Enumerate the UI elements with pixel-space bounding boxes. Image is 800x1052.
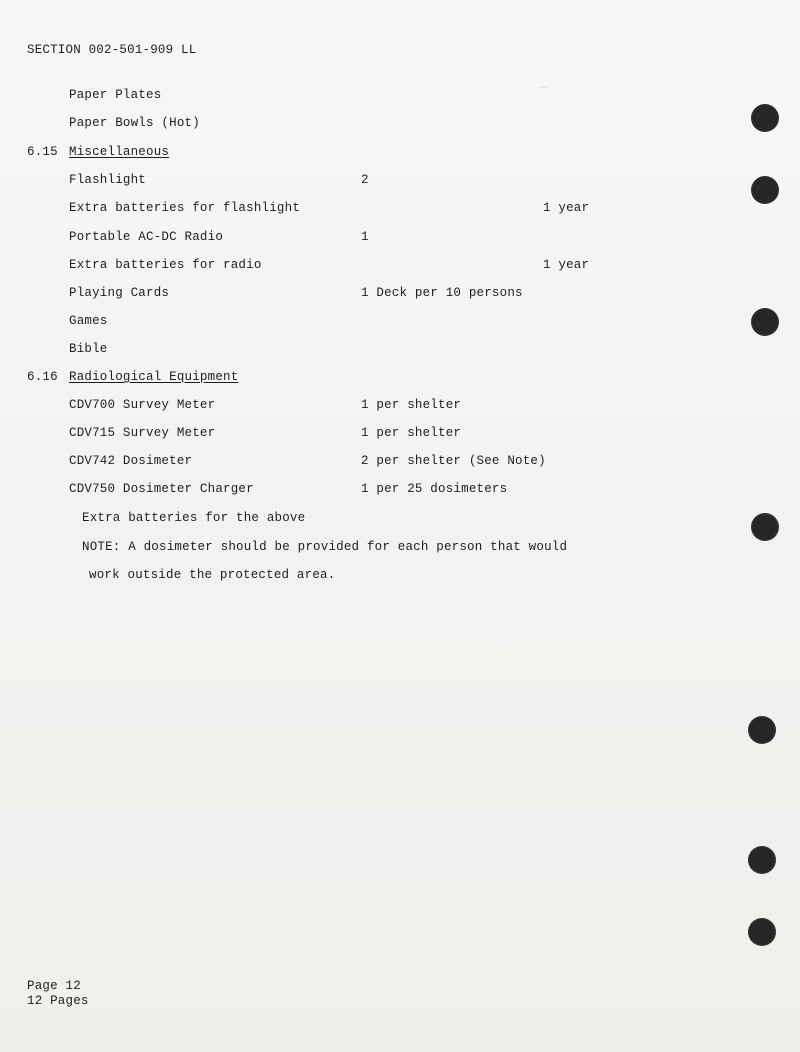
punch-hole [748,716,776,744]
item-name: Portable AC-DC Radio [69,230,224,244]
punch-hole [748,846,776,874]
section-header: SECTION 002-501-909 LL [27,43,197,57]
item-name: Bible [69,342,108,356]
item-name: Games [69,314,108,328]
punch-hole [751,308,779,336]
item-name: CDV742 Dosimeter [69,454,193,468]
item-quantity: 1 [361,230,369,244]
total-pages: 12 Pages [27,994,89,1008]
item-name: CDV715 Survey Meter [69,426,216,440]
extra-batteries-line: Extra batteries for the above [82,511,306,525]
section-number: 6.16 [27,370,58,384]
page-number: Page 12 [27,979,81,993]
bleed-through-mark: — [540,80,548,94]
item-name: CDV700 Survey Meter [69,398,216,412]
list-item: Paper Plates [69,88,162,102]
item-name: Playing Cards [69,286,170,300]
section-title: Radiological Equipment [69,370,239,384]
item-name: Extra batteries for flashlight [69,201,301,215]
item-name: Flashlight [69,173,147,187]
item-quantity: 2 [361,173,369,187]
punch-hole [751,176,779,204]
item-shelf-life: 1 year [543,201,590,215]
item-quantity: 1 per shelter [361,398,462,412]
list-item: Paper Bowls (Hot) [69,116,200,130]
item-quantity: 1 per shelter [361,426,462,440]
note-line-1: NOTE: A dosimeter should be provided for each person that would [82,540,568,554]
item-quantity: 2 per shelter (See Note) [361,454,546,468]
punch-hole [751,513,779,541]
item-shelf-life: 1 year [543,258,590,272]
item-name: Extra batteries for radio [69,258,262,272]
item-quantity: 1 per 25 dosimeters [361,482,508,496]
item-quantity: 1 Deck per 10 persons [361,286,523,300]
punch-hole [751,104,779,132]
item-name: CDV750 Dosimeter Charger [69,482,254,496]
section-title: Miscellaneous [69,145,170,159]
note-line-2: work outside the protected area. [89,568,336,582]
section-number: 6.15 [27,145,58,159]
punch-hole [748,918,776,946]
